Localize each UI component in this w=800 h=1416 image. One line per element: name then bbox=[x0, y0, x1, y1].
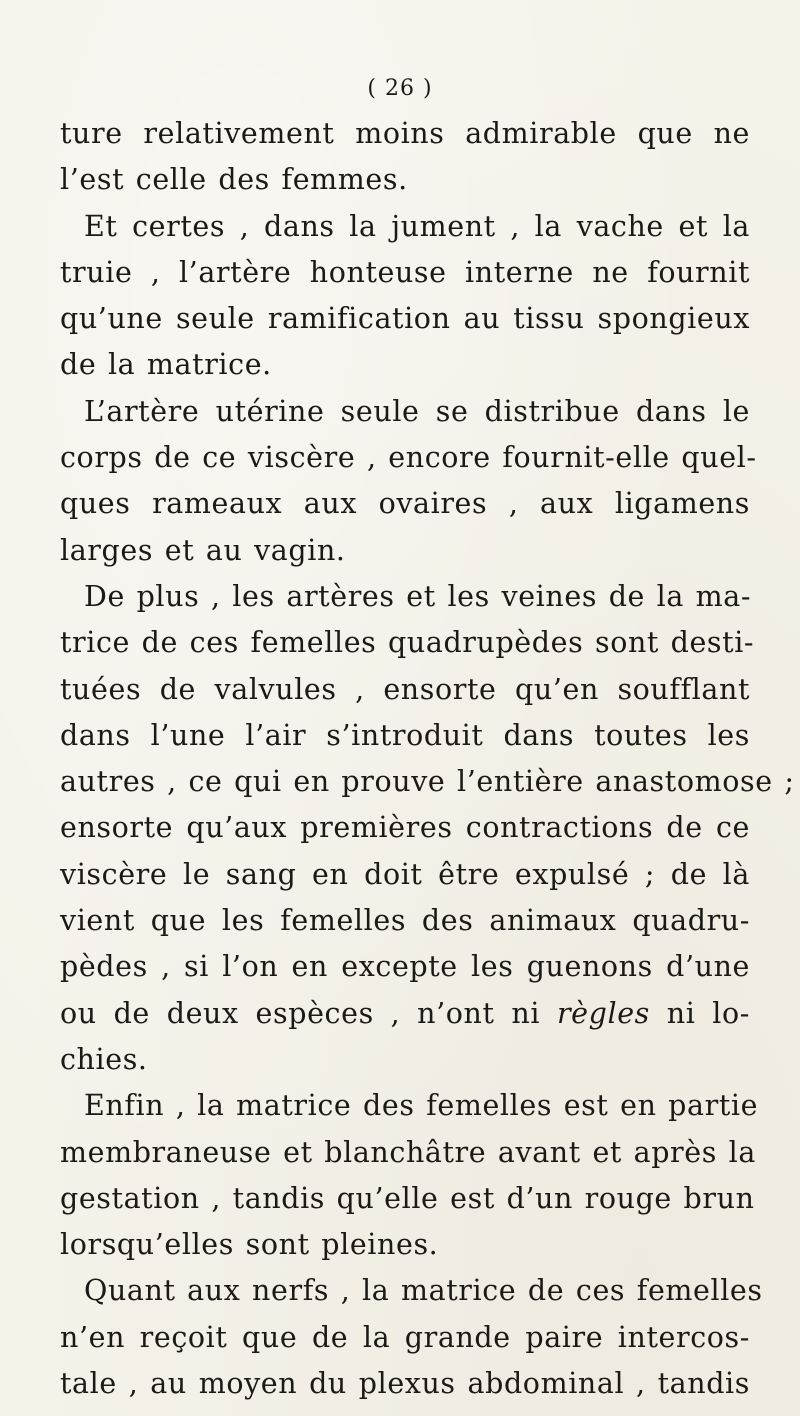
text-line: Quant aux nerfs , la matrice de ces femelles bbox=[84, 1274, 763, 1308]
text-line: ou de deux espèces , n’ont ni règles ni lo- bbox=[60, 996, 750, 1030]
text-line: ensorte qu’aux premières contractions de ce bbox=[60, 811, 750, 845]
text-line: tale , au moyen du plexus abdominal , tandis bbox=[60, 1367, 750, 1401]
text-line: gestation , tandis qu’elle est d’un rouge brun bbox=[60, 1181, 755, 1215]
text-line: truie , l’artère honteuse interne ne fournit bbox=[60, 255, 750, 289]
text-line: vient que les femelles des animaux quadru- bbox=[60, 904, 750, 938]
text-line: lorsqu’elles sont pleines. bbox=[60, 1228, 439, 1262]
text-line: viscère le sang en doit être expulsé ; de là bbox=[60, 857, 750, 891]
text-line: l’est celle des femmes. bbox=[60, 163, 408, 197]
text-line: dans l’une l’air s’introduit dans toutes les bbox=[60, 718, 750, 752]
italic-term: règles bbox=[556, 996, 650, 1030]
page-number: ( 26 ) bbox=[367, 76, 433, 101]
text-line: pèdes , si l’on en excepte les guenons d’une bbox=[60, 950, 750, 984]
text-line: Et certes , dans la jument , la vache et la bbox=[84, 209, 750, 243]
text-line: membraneuse et blanchâtre avant et après la bbox=[60, 1135, 756, 1169]
text-line: corps de ce viscère , encore fournit-elle quel- bbox=[60, 441, 757, 475]
text-line: chies. bbox=[60, 1042, 148, 1076]
text-line: De plus , les artères et les veines de la ma- bbox=[84, 579, 752, 613]
text-line: larges et au vagin. bbox=[60, 533, 346, 567]
text-line: L’artère utérine seule se distribue dans le bbox=[84, 394, 750, 428]
text-line: autres , ce qui en prouve l’entière anastomose ; bbox=[60, 765, 795, 799]
body-text bbox=[60, 111, 795, 1407]
text-line: ques rameaux aux ovaires , aux ligamens bbox=[60, 487, 750, 521]
text-line: tuées de valvules , ensorte qu’en soufflant bbox=[60, 672, 750, 706]
text-line: ture relativement moins admirable que ne bbox=[60, 117, 750, 150]
text-line: de la matrice. bbox=[60, 348, 272, 382]
text-line: n’en reçoit que de la grande paire intercos- bbox=[60, 1320, 750, 1354]
text-line: trice de ces femelles quadrupèdes sont desti- bbox=[60, 626, 755, 660]
text-line: Enfin , la matrice des femelles est en partie bbox=[84, 1089, 759, 1123]
text-line: qu’une seule ramification au tissu spongieux bbox=[60, 302, 750, 336]
